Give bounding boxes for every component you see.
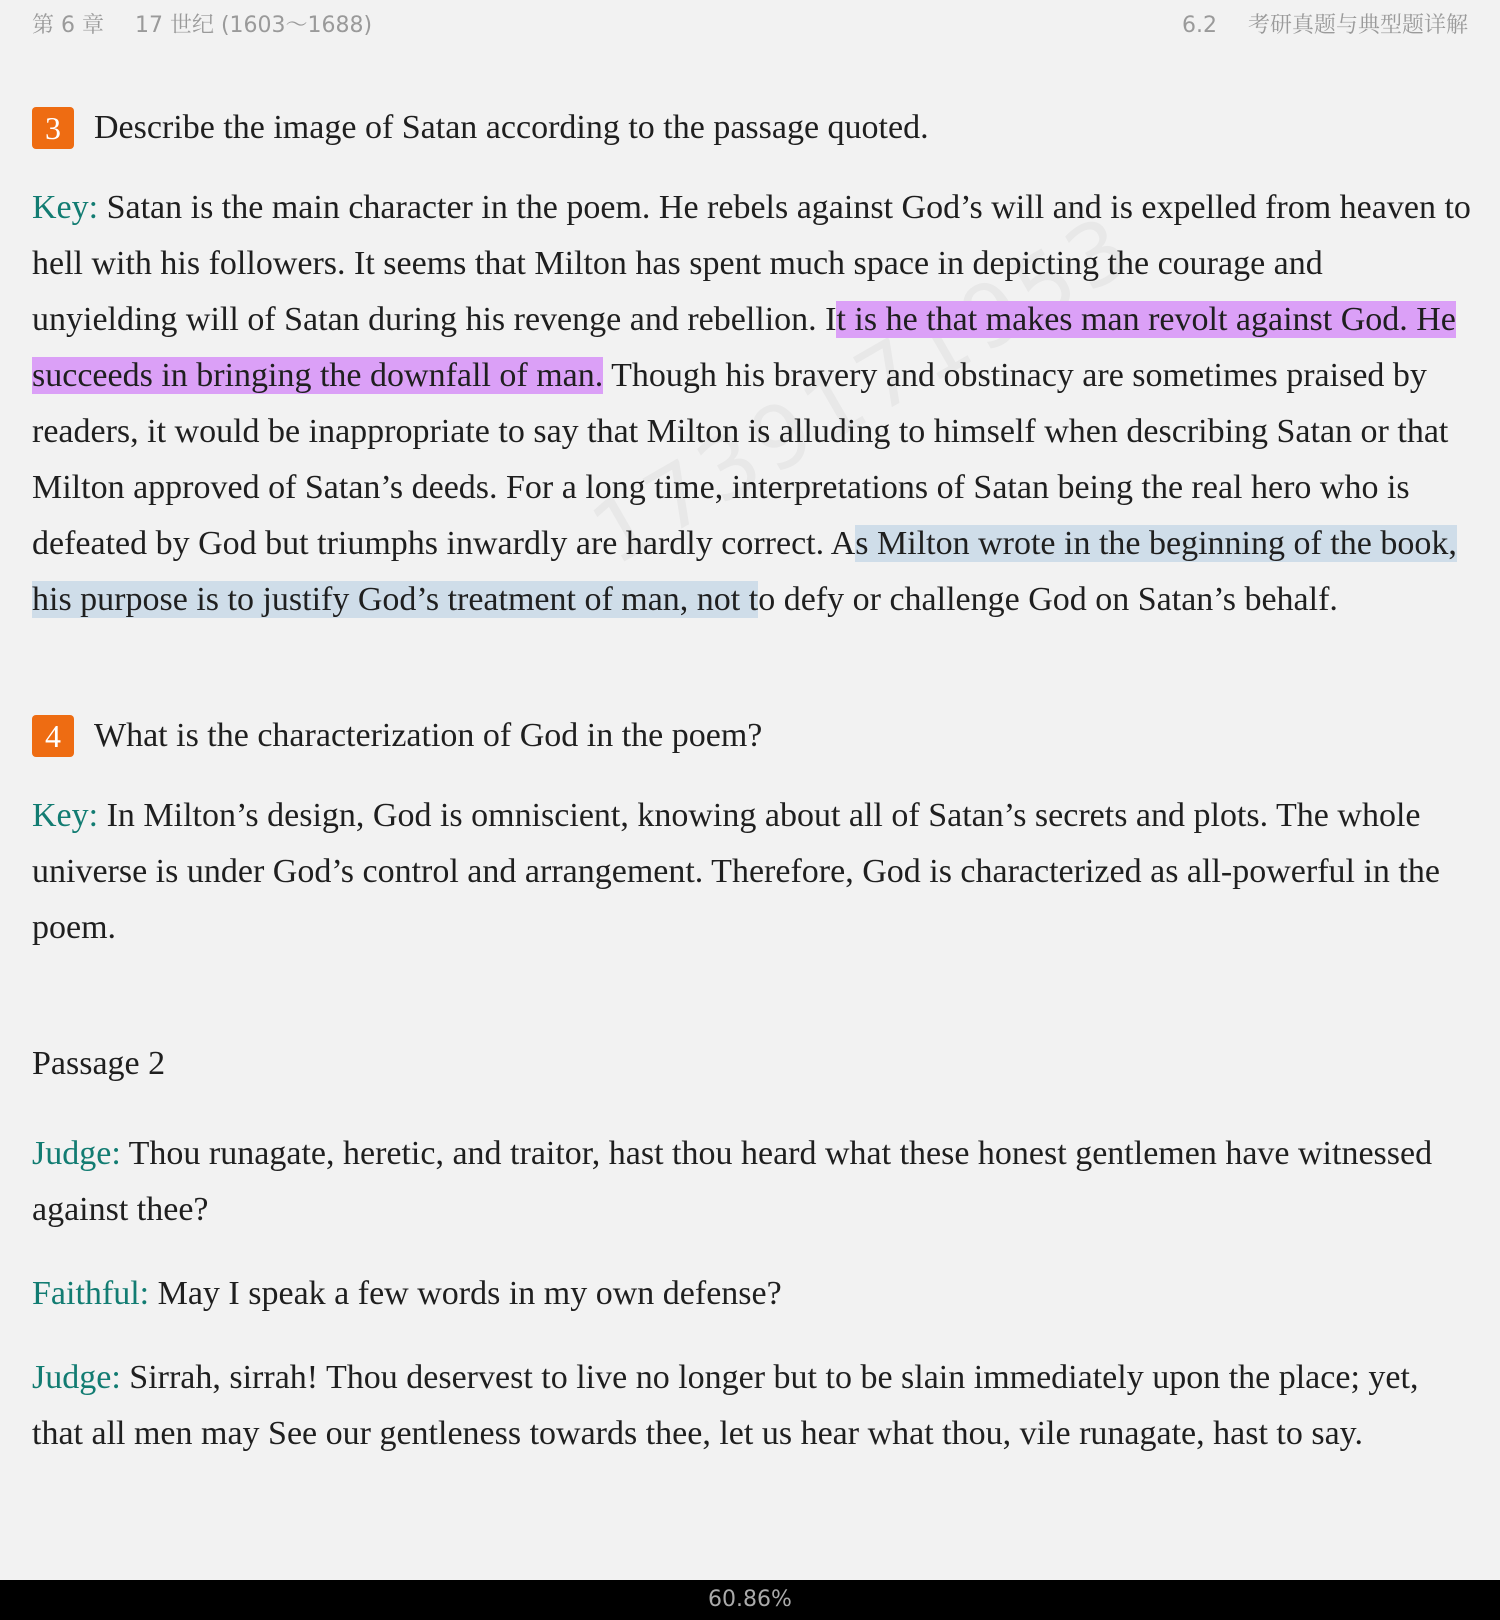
- dialogue-text: Thou runagate, heretic, and traitor, hast thou heard what these honest gentlemen have witnessed against thee?: [32, 1135, 1433, 1228]
- chapter-title: 17 世纪 (1603～1688): [134, 13, 373, 38]
- section-breadcrumb: [1182, 8, 1468, 39]
- dialogue-line[interactable]: [32, 1266, 1472, 1322]
- question-number-badge: 3: [32, 107, 74, 149]
- dialogue-text: Sirrah, sirrah! Thou deservest to live no longer but to be slain immediately upon the place; yet, that all men may See our gentleness towards thee, let us hear what thou, vile runagate, hast to say.: [32, 1359, 1419, 1452]
- highlight-pink[interactable]: t is he that makes man revolt against God. He succeeds in bringing the downfall of man.: [32, 301, 1456, 394]
- highlight-blue[interactable]: s Milton wrote in the beginning of the book, his purpose is to justify God’s treatment of man, not t: [32, 525, 1457, 618]
- dialogue-text: May I speak a few words in my own defense?: [149, 1275, 782, 1312]
- question-4: [32, 708, 1472, 764]
- key-label: Key:: [32, 189, 99, 226]
- chapter-breadcrumb: [32, 8, 372, 39]
- chapter-number: 第 6 章: [32, 13, 104, 38]
- section-title: 考研真题与典型题详解: [1247, 13, 1468, 38]
- dialogue-line[interactable]: [32, 1350, 1472, 1462]
- speaker-label: Judge:: [32, 1135, 121, 1172]
- question-text: Describe the image of Satan according to the passage quoted.: [94, 109, 929, 146]
- dialogue-line[interactable]: [32, 1126, 1472, 1238]
- reader-header: [0, 0, 1500, 44]
- question-number-badge: 4: [32, 715, 74, 757]
- reading-progress-bar: [0, 1580, 1500, 1620]
- answer-3[interactable]: [32, 180, 1472, 628]
- passage-title: Passage 2: [32, 1045, 166, 1082]
- answer-text-part: o defy or challenge God on Satan’s behalf.: [758, 581, 1338, 618]
- question-3: [32, 100, 1472, 156]
- reading-progress: 60.86%: [708, 1587, 792, 1612]
- speaker-label: Judge:: [32, 1359, 121, 1396]
- answer-4[interactable]: [32, 788, 1472, 956]
- answer-text-part: Though his bravery and obstinacy are sometimes praised by readers, it would be inappropriate to say that Milton is alluding to himself when describing Satan or that Milton approved of Satan’s deeds. For a long time, interpretations of Satan being the real hero who is defeated by God but triumphs inwardly are hardly correct. A: [32, 357, 1449, 562]
- answer-text: In Milton’s design, God is omniscient, knowing about all of Satan’s secrets and plots. The whole universe is under God’s control and arrangement. Therefore, God is characterized as all-powerful in the poem.: [32, 797, 1440, 946]
- answer-text-part: Satan is the main character in the poem. He rebels against God’s will and is expelled from heaven to hell with his followers. It seems that Milton has spent much space in depicting the courage and unyielding will of Satan during his revenge and rebellion. I: [32, 189, 1471, 338]
- section-number: 6.2: [1181, 13, 1217, 38]
- page-content: [32, 100, 1472, 1462]
- key-label: Key:: [32, 797, 99, 834]
- speaker-label: Faithful:: [32, 1275, 150, 1312]
- question-text: What is the characterization of God in the poem?: [94, 717, 763, 754]
